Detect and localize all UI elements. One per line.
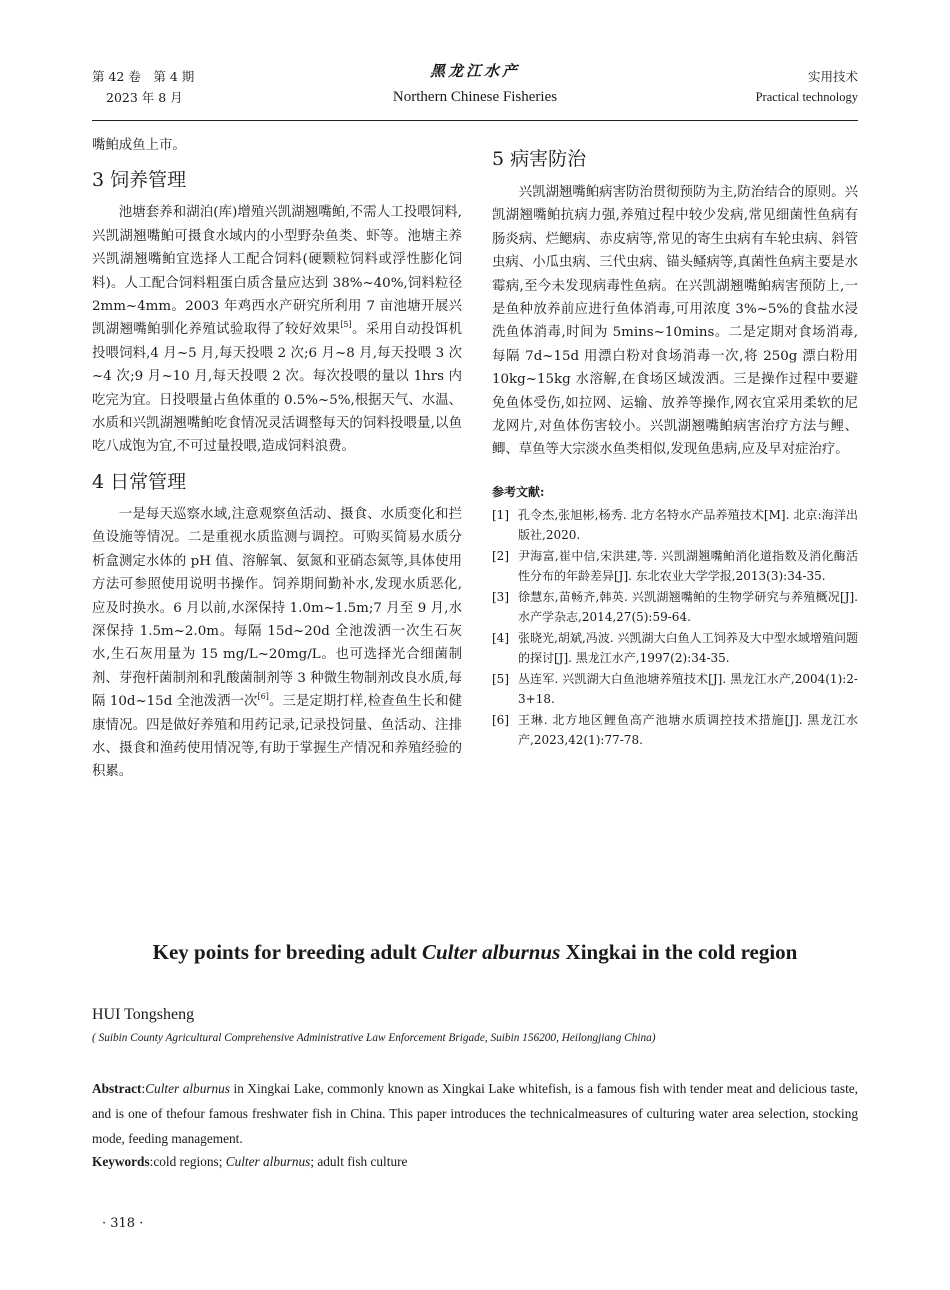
journal-name-en: Northern Chinese Fisheries xyxy=(392,89,558,105)
keyword-1: cold regions; xyxy=(153,1154,226,1169)
reference-text: 尹海富,崔中信,宋洪建,等. 兴凯湖翘嘴鲌消化道指数及消化酶活性分布的年龄差异[J]. 东北农业大学学报,2013(3):34-35. xyxy=(518,548,858,584)
keyword-3: ; adult fish culture xyxy=(310,1154,408,1169)
english-title xyxy=(92,940,858,965)
reference-number: [6] xyxy=(492,712,509,727)
reference-number: [2] xyxy=(492,548,509,563)
abstract-colon: : xyxy=(141,1081,146,1096)
abstract-label: Abstract xyxy=(92,1081,142,1096)
section-5-heading: 5 病害防治 xyxy=(492,148,587,170)
abstract-text: in Xingkai Lake, commonly known as Xingkai Lake whitefish, is a famous fish with tender meat and delicious taste, and is one of thefour famous freshwater fish in China. This paper introduces the technicalmeasures of culturing water area selection, stocking mode, feeding management. xyxy=(92,1081,859,1146)
reference-number: [1] xyxy=(492,507,509,522)
reference-text: 王琳. 北方地区鲤鱼高产池塘水质调控技术措施[J]. 黑龙江水产,2023,42(1):77-78. xyxy=(518,712,858,748)
abstract-species: Culter alburnus xyxy=(145,1081,230,1096)
section-name-cn: 实用技术 xyxy=(807,69,858,84)
reference-item xyxy=(492,505,858,546)
reference-item xyxy=(492,669,858,710)
section-3-heading: 3 饲养管理 xyxy=(92,169,187,192)
reference-number: [4] xyxy=(492,630,509,645)
reference-number: [3] xyxy=(492,589,509,604)
reference-text: 孔令杰,张旭彬,杨秀. 北方名特水产品养殖技术[M]. 北京:海洋出版社,2020. xyxy=(518,507,858,543)
section-4-heading: 4 日常管理 xyxy=(92,470,187,493)
section-4-paragraph xyxy=(92,503,462,784)
english-title-species: Culter alburnus xyxy=(421,940,561,964)
keywords-label: Keywords xyxy=(92,1154,150,1169)
reference-text: 丛连军. 兴凯湖大白鱼池塘养殖技术[J]. 黑龙江水产,2004(1):2-3+18. xyxy=(518,671,858,707)
journal-issue-info xyxy=(92,66,194,108)
reference-text: 张晓光,胡斌,冯波. 兴凯湖大白鱼人工饲养及大中型水域增殖问题的探讨[J]. 黑龙江水产,1997(2):34-35. xyxy=(518,630,858,666)
reference-item xyxy=(492,628,858,669)
section-5-paragraph: 兴凯湖翘嘴鲌病害防治贯彻预防为主,防治结合的原则。兴凯湖翘嘴鲌抗病力强,养殖过程中较少发病,常见细菌性鱼病有肠炎病、烂鳃病、赤皮病等,常见的寄生虫病有车轮虫病、斜管虫病、小瓜虫病、三代虫病、锚头鳋病等,真菌性鱼病主要是水霉病,至今未发现病毒性鱼病。在兴凯湖翘嘴鲌病害预防上,一是鱼种放养前应进行鱼体消毒,可用浓度 3%~5%的食盐水浸洗鱼体消毒,时间为 5mins~10mins。二是定期对食场消毒,每隔 7d~15d 用漂白粉对食场消毒一次,将 250g 漂白粉用 10kg~15kg 水溶解,在食场区域泼洒。三是操作过程中要避免鱼体受伤,如拉网、运输、放养等操作,网衣宜采用柔软的尼龙网片,对鱼体伤害较小。兴凯湖翘嘴鲌病害治疗方法与鲤、鲫、草鱼等大宗淡水鱼类相似,发现鱼患病,应及早对症治疗。 xyxy=(492,185,858,458)
references-title: 参考文献: xyxy=(492,484,545,499)
english-affiliation: ( Suibin County Agricultural Comprehensive Administrative Law Enforcement Brigade, Suibin 156200, Heilongjiang China) xyxy=(92,1032,656,1044)
reference-item xyxy=(492,546,858,587)
section-3-paragraph xyxy=(92,201,462,458)
english-author: HUI Tongsheng xyxy=(92,1006,195,1023)
publication-date: 2023 年 8 月 xyxy=(106,90,183,105)
section-name-en: Practical technology xyxy=(755,90,858,104)
citation-5: [5] xyxy=(340,320,352,330)
reference-number: [5] xyxy=(492,671,509,686)
english-title-part-a: Key points for breeding adult xyxy=(152,940,422,964)
header-divider xyxy=(92,120,858,121)
keyword-2: Culter alburnus xyxy=(225,1154,311,1169)
english-keywords xyxy=(92,1152,858,1172)
english-abstract xyxy=(92,1076,858,1151)
section-3-text-b: 。采用自动投饵机投喂饲料,4 月~5 月,每天投喂 2 次;6 月~8 月,每天投喂 3 次~4 次;9 月~10 月,每天投喂 2 次。每次投喂的量以 1hrs 内吃完为宜。日投喂量占鱼体重的 0.5%~5%,根据天气、水温、水质和兴凯湖翘嘴鲌吃食情况灵活调整每天的饲料投喂量,以鱼吃八成饱为宜,不可过量投喂,造成饲料浪费。 xyxy=(92,322,463,455)
reference-text: 徐慧东,苗畅齐,韩英. 兴凯湖翘嘴鲌的生物学研究与养殖概况[J]. 水产学杂志,2014,27(5):59-64. xyxy=(518,589,858,625)
reference-item xyxy=(492,587,858,628)
citation-6: [6] xyxy=(257,692,269,702)
journal-name-cn: 黑龙江水产 xyxy=(429,62,520,80)
journal-name xyxy=(340,60,610,106)
reference-item xyxy=(492,710,858,751)
section-4-text-a: 一是每天巡察水域,注意观察鱼活动、摄食、水质变化和拦鱼设施等情况。二是重视水质监测与调控。可购买简易水质分析盒测定水体的 pH 值、溶解氧、氨氮和亚硝态氮等,具体使用方法可参照使用说明书操作。饲养期间勤补水,发现水质恶化,应及时换水。6 月以前,水深保持 1.0m~1.5m;7 月至 9 月,水深保持 1.5m~2.0m。每隔 15d~20d 全池泼洒一次生石灰水,生石灰用量为 15 mg/L~20mg/L。也可选择光合细菌制剂、芽孢杆菌制剂和乳酸菌制剂等 3 种微生物制剂改良水质,每隔 10d~15d 全池泼洒一次 xyxy=(92,506,462,710)
intro-tail-paragraph: 嘴鲌成鱼上市。 xyxy=(92,138,186,153)
section-3-text-a: 池塘套养和湖泊(库)增殖兴凯湖翘嘴鲌,不需人工投喂饲料,兴凯湖翘嘴鲌可摄食水域内的小型野杂鱼类、虾等。池塘主养兴凯湖翘嘴鲌宜选择人工配合饲料(硬颗粒饲料或浮性膨化饲料)。人工配合饲料粗蛋白质含量应达到 38%~40%,饲料粒径 2mm~4mm。2003 年鸡西水产研究所利用 7 亩池塘开展兴凯湖翘嘴鲌驯化养殖试验取得了较好效果 xyxy=(92,205,462,338)
section-4-text-b: 。三是定期打样,检查鱼生长和健康情况。四是做好养殖和用药记录,记录投饲量、鱼活动、注排水、摄食和渔药使用情况等,有助于掌握生产情况和养殖经验的积累。 xyxy=(92,694,462,780)
keywords-colon: : xyxy=(149,1154,154,1169)
references xyxy=(492,482,858,751)
english-title-part-b: Xingkai in the cold region xyxy=(560,940,798,964)
page-number: · 318 · xyxy=(102,1216,144,1231)
section-info xyxy=(756,66,858,108)
volume-issue: 第 42 卷 第 4 期 xyxy=(92,69,195,84)
right-column xyxy=(492,134,858,751)
left-column xyxy=(92,134,462,784)
